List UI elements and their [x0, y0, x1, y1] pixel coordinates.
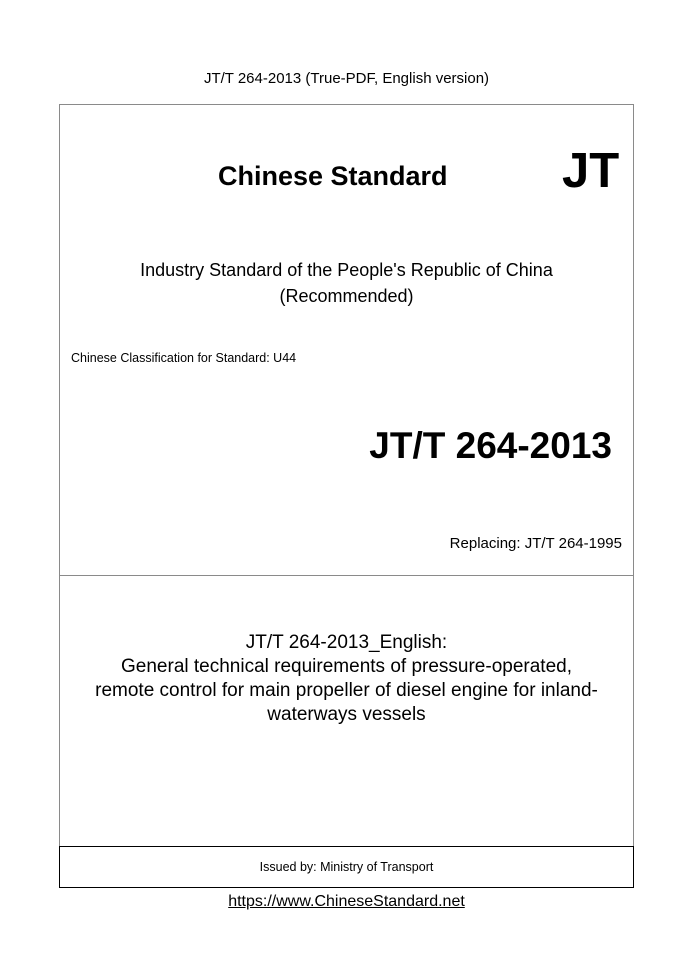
issued-by-text: Issued by: Ministry of Transport: [259, 860, 434, 874]
standard-number: JT/T 264-2013: [369, 425, 612, 466]
document-title-panel: [59, 575, 634, 847]
document-title-line: remote control for main propeller of diesel engine for inland-: [95, 680, 598, 701]
issuer-panel: [59, 846, 634, 888]
website-link[interactable]: https://www.ChineseStandard.net: [228, 893, 465, 910]
standard-code: JT: [562, 144, 620, 198]
classification-text: Chinese Classification for Standard: U44: [71, 351, 297, 365]
replacing-text: Replacing: JT/T 264-1995: [449, 535, 622, 552]
recommended-line: (Recommended): [279, 286, 414, 306]
document-title-line: waterways vessels: [267, 704, 426, 725]
document-title: [60, 631, 633, 727]
cover-info-panel: [59, 104, 634, 576]
standard-label: Chinese Standard: [218, 161, 448, 191]
document-title-line: General technical requirements of pressure-operated,: [121, 656, 572, 677]
industry-standard-block: [60, 257, 633, 309]
page-header: JT/T 264-2013 (True-PDF, English version): [203, 70, 490, 87]
document-title-line: JT/T 264-2013_English:: [245, 632, 448, 653]
industry-line: Industry Standard of the People's Republic of China: [140, 260, 553, 280]
